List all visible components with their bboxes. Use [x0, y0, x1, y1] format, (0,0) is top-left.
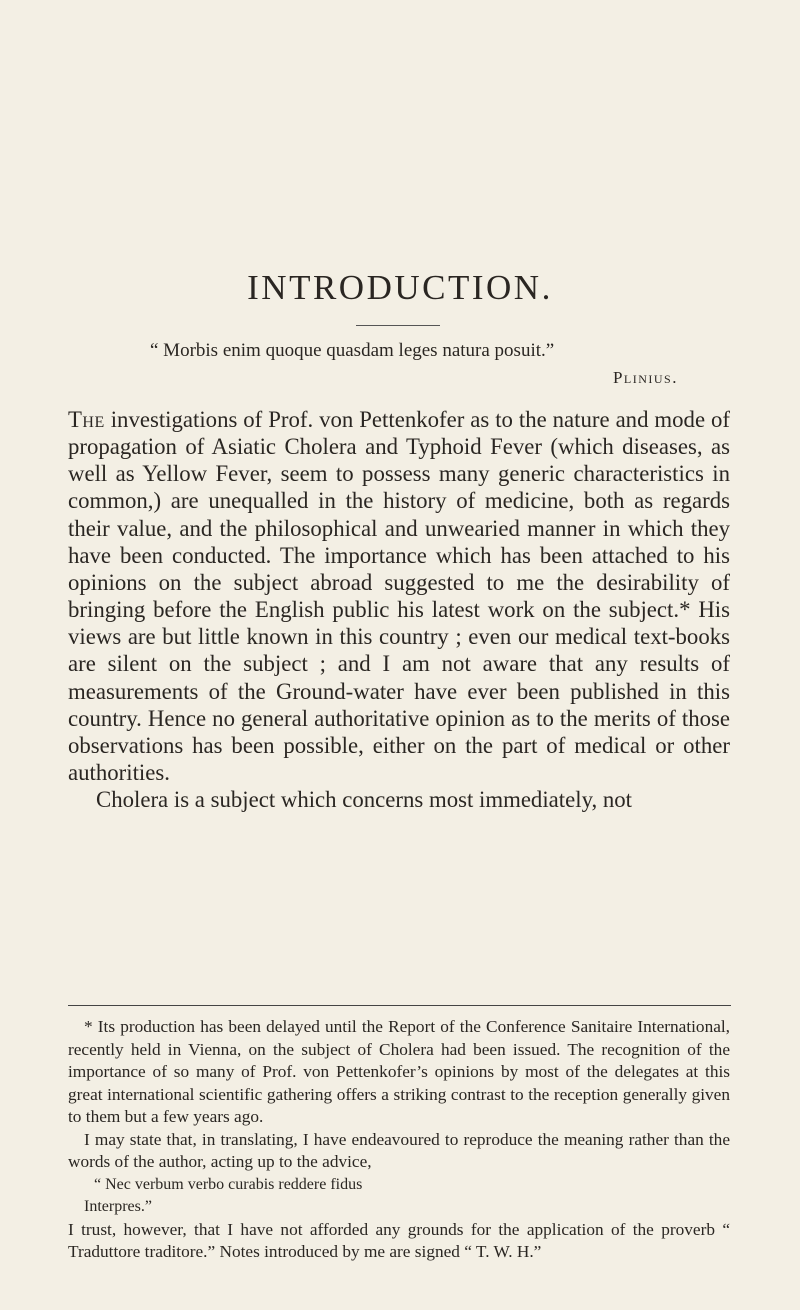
chapter-heading: INTRODUCTION. [247, 268, 553, 307]
epigraph-quote: “ Morbis enim quoque quasdam leges natura posuit.” [150, 340, 555, 361]
paragraph-text: investigations of Prof. von Pettenkofer as to the nature and mode of propagation of Asiatic Cholera and Typhoid Fever (which diseases, as well as Yellow Fever, seem to possess many generic characteristics in common,) are unequalled in the history of medicine, both as regards their value, and the philosophical and unwearied manner in which they have been conducted. The importance which has been attached to his opinions on the subject abroad suggested to me the desirability of bringing before the English public his latest work on the subject.* His views are but little known in this country ; even our medical text-books are silent on the subject ; and I am not aware that any results of measurements of the Ground-water have ever been published in this country. Hence no general authoritative opinion as to the merits of those observations has been possible, either on the part of medical or other authorities. [68, 407, 730, 786]
footnote-divider [68, 1005, 731, 1006]
heading-divider [356, 325, 440, 326]
body-text [68, 406, 730, 813]
footnote-paragraph-2: I may state that, in translating, I have endeavoured to reproduce the meaning rather than the words of the author, acting up to the advice, [68, 1129, 730, 1171]
body-paragraph-1 [68, 406, 730, 786]
footnote-paragraph-3: I trust, however, that I have not afforded any grounds for the application of the proverb “ Traduttore traditore.” Notes introduced by me are signed “ T. W. H.” [68, 1219, 730, 1261]
footnote-quote [68, 1174, 730, 1219]
footnote-quote-line-2: Interpres.” [84, 1198, 152, 1215]
footnote-paragraph-1: * Its production has been delayed until the Report of the Conference Sanitaire International, recently held in Vienna, on the subject of Cholera had been issued. The recognition of the importance of so many of Prof. von Pettenkofer’s opinions by most of the delegates at this great international scientific gathering offers a striking contrast to the reception generally given to them but a few years ago. [68, 1017, 730, 1126]
epigraph-author: Plinius. [612, 368, 678, 387]
footnote-quote-line-1: “ Nec verbum verbo curabis reddere fidus [94, 1175, 363, 1193]
footnote [68, 1016, 730, 1264]
body-paragraph-2: Cholera is a subject which concerns most immediately, not [96, 787, 633, 813]
paragraph-lead-word: The [68, 407, 105, 432]
